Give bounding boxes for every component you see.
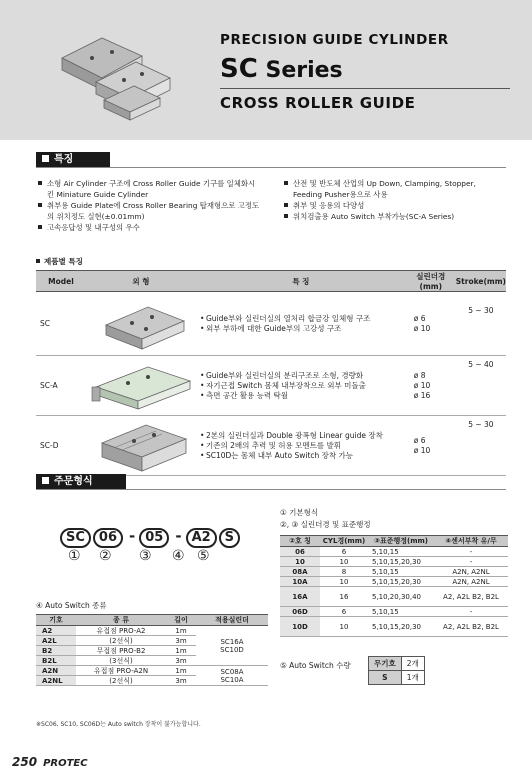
code-qty: S: [219, 528, 240, 548]
table-row: [369, 657, 425, 671]
product-photo-sc-a: [86, 357, 196, 413]
order-section-title: 주문형식: [54, 476, 93, 487]
marker-4: ④: [172, 548, 185, 564]
square-icon: [42, 477, 49, 484]
table-row: [280, 587, 508, 607]
product-photo-sc: [86, 295, 196, 351]
cell: A2: [36, 626, 76, 636]
applicable-value: SC16A: [220, 637, 244, 646]
feature-line: • SC10D는 몸체 내부 Auto Switch 장착 가능: [200, 451, 406, 461]
bore-value: ø 10: [413, 380, 431, 390]
table-row: [280, 557, 508, 567]
cell: 06D: [280, 607, 320, 617]
product-features-table: [36, 270, 506, 476]
header-banner: [0, 0, 532, 140]
cell: -: [434, 557, 508, 567]
bore-cell: [406, 416, 456, 476]
cell: 6: [320, 547, 368, 557]
cell: A2N: [36, 666, 76, 676]
cell: 5,10,15,20,30: [368, 617, 434, 637]
cell: B2L: [36, 656, 76, 666]
code-dash: -: [129, 527, 136, 545]
cell: 5,10,15,20,30: [368, 577, 434, 587]
marker-5: ⑤: [197, 548, 210, 564]
table-row: [280, 617, 508, 637]
col-symbol: 기호: [36, 615, 76, 626]
table-row: [280, 547, 508, 557]
code-dash: -: [175, 527, 182, 545]
cell: 5,10,20,30,40: [368, 587, 434, 607]
table-row: [36, 666, 268, 676]
bore-stroke-table: [280, 535, 508, 637]
cell: 6: [320, 607, 368, 617]
list-item: 취부 및 응용의 다양성: [284, 200, 506, 211]
product-photo-sc-series: [56, 8, 176, 128]
features-divider: [36, 167, 506, 168]
header-title: [220, 54, 343, 84]
cell: 08A: [280, 567, 320, 577]
cell: -: [434, 607, 508, 617]
col-type: 종 류: [76, 615, 166, 626]
cell: 유접점 PRO-A2N: [76, 666, 166, 676]
col-bore: 실린더경(mm): [406, 271, 456, 292]
features-cell: [196, 356, 406, 416]
list-item: 소형 Air Cylinder 구조에 Cross Roller Guide 기구를 일체화시킨 Miniature Guide Cylinder: [38, 178, 262, 200]
features-cell: [196, 416, 406, 476]
page-number: 250: [12, 755, 38, 769]
cell: 10: [320, 617, 368, 637]
bore-cell: [406, 356, 456, 416]
col-sensor: ④센서부착 유/무: [434, 536, 508, 547]
features-list-right: [284, 178, 506, 222]
legend-bore-stroke: ②, ③ 실린더경 및 표준행정: [280, 520, 371, 529]
col-designation: ②호 칭: [280, 536, 320, 547]
list-item: 취부용 Guide Plate에 Cross Roller Bearing 탑재형으로 고정도의 위치정도 실현(±0.01mm): [38, 200, 262, 222]
product-features-title: [36, 256, 83, 267]
code-model: SC: [60, 528, 91, 548]
cell: 16A: [280, 587, 320, 607]
order-section-header: [36, 474, 126, 490]
table-header-row: [280, 536, 508, 547]
applicable-value: SC10A: [220, 675, 244, 684]
feature-line: • 자기근접 Switch 몸체 내부장착으로 외부 미돌출: [200, 381, 406, 391]
col-features: 특 징: [196, 271, 406, 292]
feature-line: • 외부 부하에 대한 Guide부의 고강성 구조: [200, 324, 406, 334]
header-divider: [220, 88, 510, 89]
cell: A2, A2L B2, B2L: [434, 617, 508, 637]
code-switch: A2: [186, 528, 217, 548]
list-item: 고속응답성 및 내구성의 우수: [38, 222, 262, 233]
header-subtitle: PRECISION GUIDE CYLINDER: [220, 32, 449, 48]
auto-switch-table: [36, 614, 268, 686]
bore-value: ø 10: [413, 445, 431, 455]
bore-value: ø 6: [413, 435, 426, 445]
stroke-cell: 5 ~ 30: [456, 416, 506, 476]
applicable-value: SC10D: [220, 645, 244, 654]
features-section-title: 특징: [54, 154, 74, 165]
applicable-cell: [196, 666, 268, 686]
table-row: [36, 356, 506, 416]
switch-qty-table: [368, 656, 425, 685]
model-cell: SC: [36, 292, 86, 356]
cell: A2N, A2NL: [434, 567, 508, 577]
order-code: [60, 527, 242, 548]
order-divider: [36, 489, 506, 490]
cell: S: [369, 671, 402, 685]
bore-value: ø 16: [413, 390, 431, 400]
legend-switch-qty: ⑤ Auto Switch 수량: [280, 661, 351, 670]
legend-basic-type: ① 기본형식: [280, 508, 319, 517]
bore-cell: [406, 292, 456, 356]
square-icon: [42, 155, 49, 162]
footnote: ※SC06, SC10, SC06D는 Auto switch 장착이 불가능합니다.: [36, 721, 201, 728]
cell: 16: [320, 587, 368, 607]
legend-switch-type: ④ Auto Switch 종류: [36, 601, 107, 610]
cell: 유접점 PRO-A2: [76, 626, 166, 636]
header-product-type: CROSS ROLLER GUIDE: [220, 94, 416, 112]
cell: -: [434, 547, 508, 557]
col-applicable: 적용실린더: [196, 615, 268, 626]
feature-line: • 측면 공간 활용 능력 탁월: [200, 391, 406, 401]
cell: 1m: [166, 646, 196, 656]
cell: 10A: [280, 577, 320, 587]
model-cell: SC-D: [36, 416, 86, 476]
cell: 3m: [166, 676, 196, 686]
col-std-stroke: ③표준행정(mm): [368, 536, 434, 547]
col-appearance: 외 형: [86, 271, 196, 292]
bore-value: ø 10: [413, 323, 431, 333]
cell: 10: [320, 557, 368, 567]
marker-1: ①: [68, 548, 81, 564]
cell: 3m: [166, 656, 196, 666]
brand-name: PROTEC: [43, 758, 88, 769]
applicable-cell: [196, 626, 268, 666]
feature-line: • 기존의 2배의 추력 및 허용 모멘트를 발휘: [200, 441, 406, 451]
marker-3: ③: [139, 548, 152, 564]
product-photo-sc-d: [86, 417, 196, 473]
code-bore: 06: [93, 528, 123, 548]
cell: (2선식): [76, 636, 166, 646]
cell: 1m: [166, 666, 196, 676]
cell: A2, A2L B2, B2L: [434, 587, 508, 607]
features-cell: [196, 292, 406, 356]
cell: 2개: [401, 657, 424, 671]
marker-2: ②: [99, 548, 112, 564]
product-image-cell: [86, 416, 196, 476]
cell: B2: [36, 646, 76, 656]
cell: 5,10,15: [368, 567, 434, 577]
page-footer: [12, 755, 88, 769]
cell: (2선식): [76, 676, 166, 686]
cell: 5,10,15,20,30: [368, 557, 434, 567]
cell: 1m: [166, 626, 196, 636]
cell: (3선식): [76, 656, 166, 666]
table-row: [369, 671, 425, 685]
product-image-cell: [86, 356, 196, 416]
table-row: [280, 607, 508, 617]
cell: 1개: [401, 671, 424, 685]
cell: 무접점 PRO-B2: [76, 646, 166, 656]
stroke-cell: 5 ~ 30: [456, 292, 506, 356]
cell: A2NL: [36, 676, 76, 686]
cell: 10D: [280, 617, 320, 637]
table-header-row: [36, 271, 506, 292]
bore-value: ø 8: [413, 370, 426, 380]
features-list-left: [38, 178, 262, 233]
feature-line: • 2본의 실린더실과 Double 광폭형 Linear guide 장착: [200, 431, 406, 441]
col-stroke: Stroke(mm): [456, 271, 506, 292]
table-row: [280, 567, 508, 577]
product-image-cell: [86, 292, 196, 356]
cell: 5,10,15: [368, 607, 434, 617]
col-length: 길이: [166, 615, 196, 626]
cell: A2N, A2NL: [434, 577, 508, 587]
bore-value: ø 6: [413, 313, 426, 323]
col-model: Model: [36, 271, 86, 292]
feature-line: • Guide부와 실린더실의 열처리 합금강 일체형 구조: [200, 314, 406, 324]
series-word: Series: [257, 58, 343, 83]
feature-line: • Guide부와 실린더실의 분리구조로 소형, 경량화: [200, 371, 406, 381]
cell: 06: [280, 547, 320, 557]
table-row: [36, 626, 268, 636]
table-row: [280, 577, 508, 587]
col-cyl-bore: CYL경(mm): [320, 536, 368, 547]
table-row: [36, 292, 506, 356]
list-item: 산전 및 반도체 산업의 Up Down, Clamping, Stopper, Feeding Pusher용으로 사용: [284, 178, 506, 200]
cell: 3m: [166, 636, 196, 646]
model-cell: SC-A: [36, 356, 86, 416]
table-row: [36, 416, 506, 476]
table-header-row: [36, 615, 268, 626]
cell: 무기호: [369, 657, 402, 671]
code-stroke: 05: [139, 528, 169, 548]
cell: 10: [320, 577, 368, 587]
series-code: SC: [220, 54, 258, 84]
square-icon: [36, 259, 40, 263]
list-item: 위치검출용 Auto Switch 부착가능(SC-A Series): [284, 211, 506, 222]
cell: 10: [280, 557, 320, 567]
cell: A2L: [36, 636, 76, 646]
stroke-cell: 5 ~ 40: [456, 356, 506, 416]
features-section-header: [36, 152, 110, 168]
product-features-title-text: 제품별 특징: [44, 257, 83, 266]
cell: 5,10,15: [368, 547, 434, 557]
applicable-value: SC08A: [220, 667, 244, 676]
cell: 8: [320, 567, 368, 577]
